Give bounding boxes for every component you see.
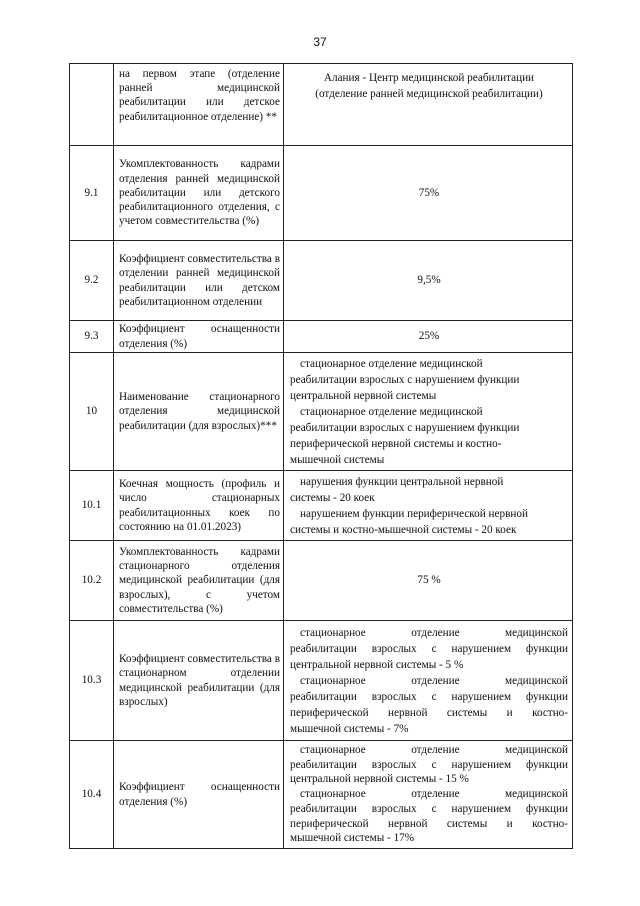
row-value xyxy=(284,741,573,849)
value-line: реабилитации взрослых с нарушением функции xyxy=(290,421,520,434)
value-line: мышечной системы xyxy=(290,453,385,466)
table-row xyxy=(70,321,573,353)
value-line: системы - 20 коек xyxy=(290,491,375,504)
table-row xyxy=(70,146,573,241)
table-row xyxy=(70,741,573,849)
value-line: нарушения функции центральной нервной xyxy=(300,475,504,488)
value-line: центральной нервной системы - 15 % xyxy=(290,773,469,786)
value-line: стационарное отделение медицинской xyxy=(300,357,483,370)
row-number: 10.4 xyxy=(70,741,114,849)
value-line: центральной нервной системы - 5 % xyxy=(290,658,464,671)
value-line: мышечной системы - 17% xyxy=(290,832,415,845)
row-value: 75% xyxy=(284,146,573,241)
table-row xyxy=(70,471,573,541)
table-row xyxy=(70,621,573,741)
row-name: Коечная мощность (профиль и число стационарных реабилитационных коек по состоянию на 01.01.2023) xyxy=(114,471,284,541)
table-row xyxy=(70,353,573,471)
row-number: 10 xyxy=(70,353,114,471)
value-line: реабилитации взрослых с нарушением функции xyxy=(290,373,520,386)
row-value xyxy=(284,471,573,541)
value-line: периферической нервной системы и костно- xyxy=(290,706,568,719)
row-name: Коэффициент совместительства в отделении ранней медицинской реабилитации или детском реабилитационном отделении xyxy=(114,241,284,321)
row-name: Укомплектованность кадрами стационарного отделения медицинской реабилитации (для взрослых), с учетом совместительства (%) xyxy=(114,541,284,621)
row-value xyxy=(284,353,573,471)
value-line: стационарное отделение медицинской xyxy=(300,743,568,756)
row-number: 9.2 xyxy=(70,241,114,321)
table-row xyxy=(70,541,573,621)
table-row xyxy=(70,64,573,146)
value-line: стационарное отделение медицинской xyxy=(300,674,568,687)
value-line: Алания - Центр медицинской реабилитации xyxy=(323,72,535,84)
row-name: на первом этапе (отделение ранней медицинской реабилитации или детское реабилитационное отделение) ** xyxy=(114,64,284,146)
value-line: мышечной системы - 7% xyxy=(290,722,409,735)
row-number: 10.2 xyxy=(70,541,114,621)
row-name: Коэффициент совместительства в стационарном отделении медицинской реабилитации (для взрослых) xyxy=(114,621,284,741)
value-line: нарушением функции периферической нервной xyxy=(300,507,528,520)
value-line: реабилитации взрослых с нарушением функции xyxy=(290,690,568,703)
value-line: (отделение ранней медицинской реабилитации) xyxy=(315,88,543,100)
table-row xyxy=(70,241,573,321)
row-value xyxy=(284,64,573,146)
row-number: 10.3 xyxy=(70,621,114,741)
value-line: реабилитации взрослых с нарушением функции xyxy=(290,802,568,815)
row-value: 75 % xyxy=(284,541,573,621)
row-name: Коэффициент оснащенности отделения (%) xyxy=(114,321,284,353)
row-value xyxy=(284,621,573,741)
value-line: стационарное отделение медицинской xyxy=(300,788,568,801)
row-value: 9,5% xyxy=(284,241,573,321)
row-number: 9.3 xyxy=(70,321,114,353)
value-line: центральной нервной системы xyxy=(290,389,437,402)
value-line: системы и костно-мышечной системы - 20 коек xyxy=(290,523,517,536)
row-number: 10.1 xyxy=(70,471,114,541)
page-number: 37 xyxy=(313,35,327,49)
row-number xyxy=(70,64,114,146)
value-line: реабилитации взрослых с нарушением функции xyxy=(290,642,568,655)
value-line: стационарное отделение медицинской xyxy=(300,626,568,639)
value-line: стационарное отделение медицинской xyxy=(300,405,483,418)
row-number: 9.1 xyxy=(70,146,114,241)
rehabilitation-data-table xyxy=(69,63,573,849)
row-name: Наименование стационарного отделения медицинской реабилитации (для взрослых)*** xyxy=(114,353,284,471)
row-name: Коэффициент оснащенности отделения (%) xyxy=(114,741,284,849)
row-value: 25% xyxy=(284,321,573,353)
value-line: реабилитации взрослых с нарушением функции xyxy=(290,758,568,771)
value-line: периферической нервной системы и костно- xyxy=(290,817,568,830)
row-name: Укомплектованность кадрами отделения ранней медицинской реабилитации или детского реабилитационного отделения, с учетом совместительства (%) xyxy=(114,146,284,241)
value-line: периферической нервной системы и костно- xyxy=(290,437,502,450)
